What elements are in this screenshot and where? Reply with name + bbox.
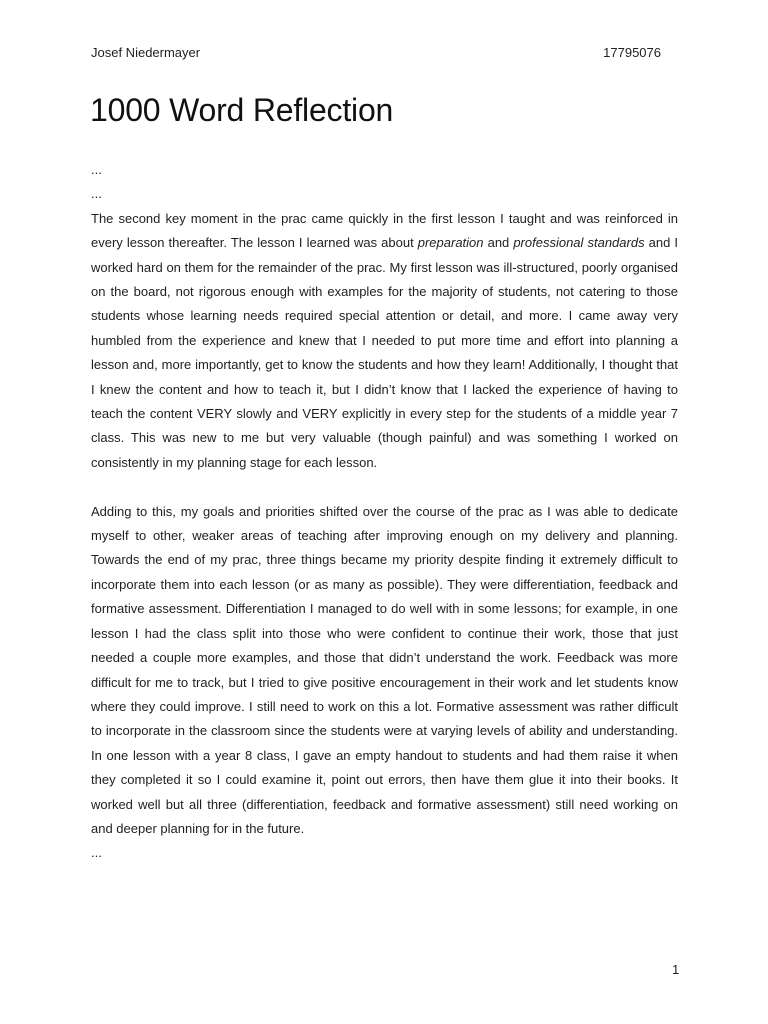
paragraph-priorities: Adding to this, my goals and priorities shifted over the course of the prac as I was able to dedicate myself to other, weaker areas of teaching after improving enough on my delivery and planning. Towards the end of my prac, three things became my priority despite finding it extremely difficult to incorporate them into each lesson (or as many as possible). They were differentiation, feedback and formative assessment. Differentiation I managed to do well with in some lessons; for example, in one lesson I had the class split into those who were confident to continue their work, those that just needed a couple more examples, and those that didn’t understand the work. Feedback was more difficult for me to track, but I tried to give positive encouragement in their work and let students know where they could improve. I still need to work on this a lot. Formative assessment was rather difficult to incorporate in the classroom since the students were at varying levels of ability and understanding. In one lesson with a year 8 class, I gave an empty handout to students and had them raise it when they completed it so I could examine it, point out errors, then have them glue it into their books. It worked well but all three (differentiation, feedback and formative assessment) still need working on and deeper planning for in the future.: [91, 503, 678, 836]
author-name: Josef Niedermayer: [91, 45, 201, 60]
page-header: [91, 45, 661, 60]
ellipsis-line: ...: [91, 162, 102, 177]
ellipsis-line: ...: [91, 845, 102, 861]
document-body: [91, 158, 678, 866]
page-number: 1: [672, 962, 680, 977]
emphasis-preparation: preparation: [417, 235, 484, 251]
paragraph-text: and I worked hard on them for the remainder of the prac. My first lesson was ill-structured, poorly organised on the board, not rigorous enough with examples for the majority of students, not catering to those students whose learning needs required special attention or detail, and more. I came away very humbled from the experience and knew that I needed to put more time and effort into planning a lesson and, more importantly, get to know the students and how they learn! Additionally, I thought that I knew the content and how to teach it, but I didn’t know that I lacked the experience of having to teach the content VERY slowly and VERY explicitly in every step for the students of a middle year 7 class. This was new to me but very valuable (though painful) and was something I worked on consistently in my planning stage for each lesson.: [91, 235, 678, 470]
emphasis-professional-standards: professional standards: [513, 235, 645, 251]
student-id: 17795076: [603, 45, 661, 60]
paragraph-preparation: [91, 207, 678, 475]
ellipsis-line: ...: [91, 186, 102, 202]
document-title: 1000 Word Reflection: [90, 92, 394, 128]
paragraph-text: The second key moment in the prac came quickly in the first lesson I taught and was reinforced in every lesson thereafter. The lesson I learned was about: [91, 210, 678, 251]
paragraph-text: and: [483, 235, 514, 251]
